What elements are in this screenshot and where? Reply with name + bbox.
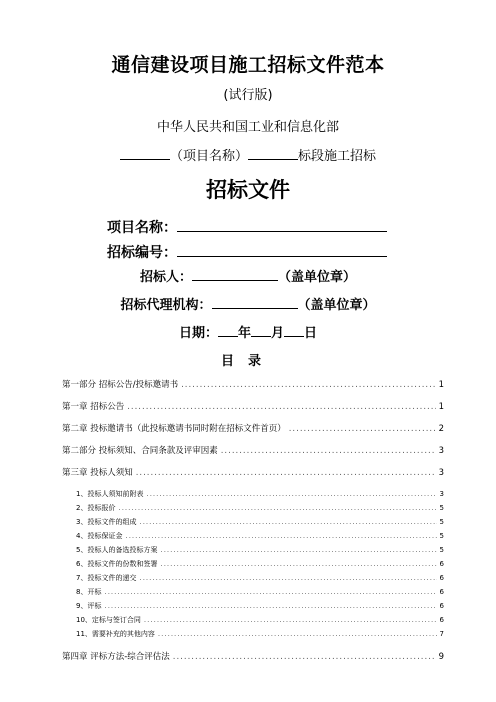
agency-field [0, 294, 496, 313]
issuing-ministry: 中华人民共和国工业和信息化部 [156, 120, 339, 135]
toc-entry[interactable]: 第二章 投标邀请书（此投标邀请书同时附在招标文件首页） ..... 2 [62, 422, 444, 434]
toc-title: 目录 [220, 354, 275, 369]
project-name-field [107, 217, 387, 237]
year-line [218, 324, 238, 337]
tender-number-label: 招标编号： [107, 245, 177, 261]
project-name-line [177, 217, 387, 232]
toc-entry[interactable]: 第二部分 投标须知、合同条款及评审因素 ..... 3 [62, 444, 444, 456]
tender-number-field [107, 242, 387, 262]
agency-line [212, 296, 298, 309]
toc-subentry[interactable]: 10、定标与签订合同 ..... 6 [62, 615, 444, 625]
tenderer-seal: （盖单位章） [278, 270, 357, 285]
tender-number-line [177, 242, 387, 257]
toc-subentry[interactable]: 11、需要补充的其他内容 ..... 7 [62, 629, 444, 639]
date-day: 日 [304, 326, 318, 341]
tenderer-field [0, 266, 496, 285]
project-name-label: 项目名称： [107, 220, 177, 236]
toc-subentry[interactable]: 1、投标人须知前附表 ..... 3 [62, 489, 444, 499]
month-line [251, 324, 271, 337]
trial-version-label: (试行版) [223, 88, 273, 103]
tenderer-line [192, 268, 278, 281]
toc-subentry[interactable]: 4、投标保证金 ..... 5 [62, 531, 444, 541]
agency-seal: （盖单位章） [297, 298, 376, 313]
project-name-blank [120, 147, 170, 160]
project-name-placeholder: （项目名称） [169, 149, 248, 164]
toc-subentry[interactable]: 7、投标文件的递交 ..... 6 [62, 573, 444, 583]
section-construction-tender: 标段施工招标 [298, 149, 377, 164]
agency-label: 招标代理机构： [120, 298, 212, 313]
tenderer-label: 招标人： [139, 270, 192, 285]
toc-subentry[interactable]: 9、评标 ..... 6 [62, 601, 444, 611]
toc-subentry[interactable]: 5、投标人的备选投标方案 ..... 5 [62, 545, 444, 555]
toc-entry[interactable]: 第三章 投标人须知 ..... 3 [62, 466, 444, 478]
date-year: 年 [237, 326, 251, 341]
toc-entry[interactable]: 第一章 招标公告 ..... 1 [62, 400, 444, 412]
project-section-line [0, 145, 496, 164]
document-main-title: 通信建设项目施工招标文件范本 [111, 54, 385, 76]
toc-entry[interactable]: 第一部分 招标公告/投标邀请书 ..... 1 [62, 378, 444, 390]
section-blank [248, 147, 298, 160]
toc-subentry[interactable]: 8、开标 ..... 6 [62, 587, 444, 597]
toc-entry[interactable]: 第四章 评标方法-综合评估法 ..... 9 [62, 650, 444, 662]
date-month: 月 [271, 326, 285, 341]
date-label: 日期： [178, 326, 218, 341]
toc-subentry[interactable]: 2、投标报价 ..... 5 [62, 503, 444, 513]
toc-subentry[interactable]: 3、投标文件的组成 ..... 5 [62, 517, 444, 527]
day-line [284, 324, 304, 337]
toc-subentry[interactable]: 6、投标文件的份数和签署 ..... 6 [62, 559, 444, 569]
date-field [0, 322, 496, 341]
tender-document-title: 招标文件 [206, 178, 290, 202]
